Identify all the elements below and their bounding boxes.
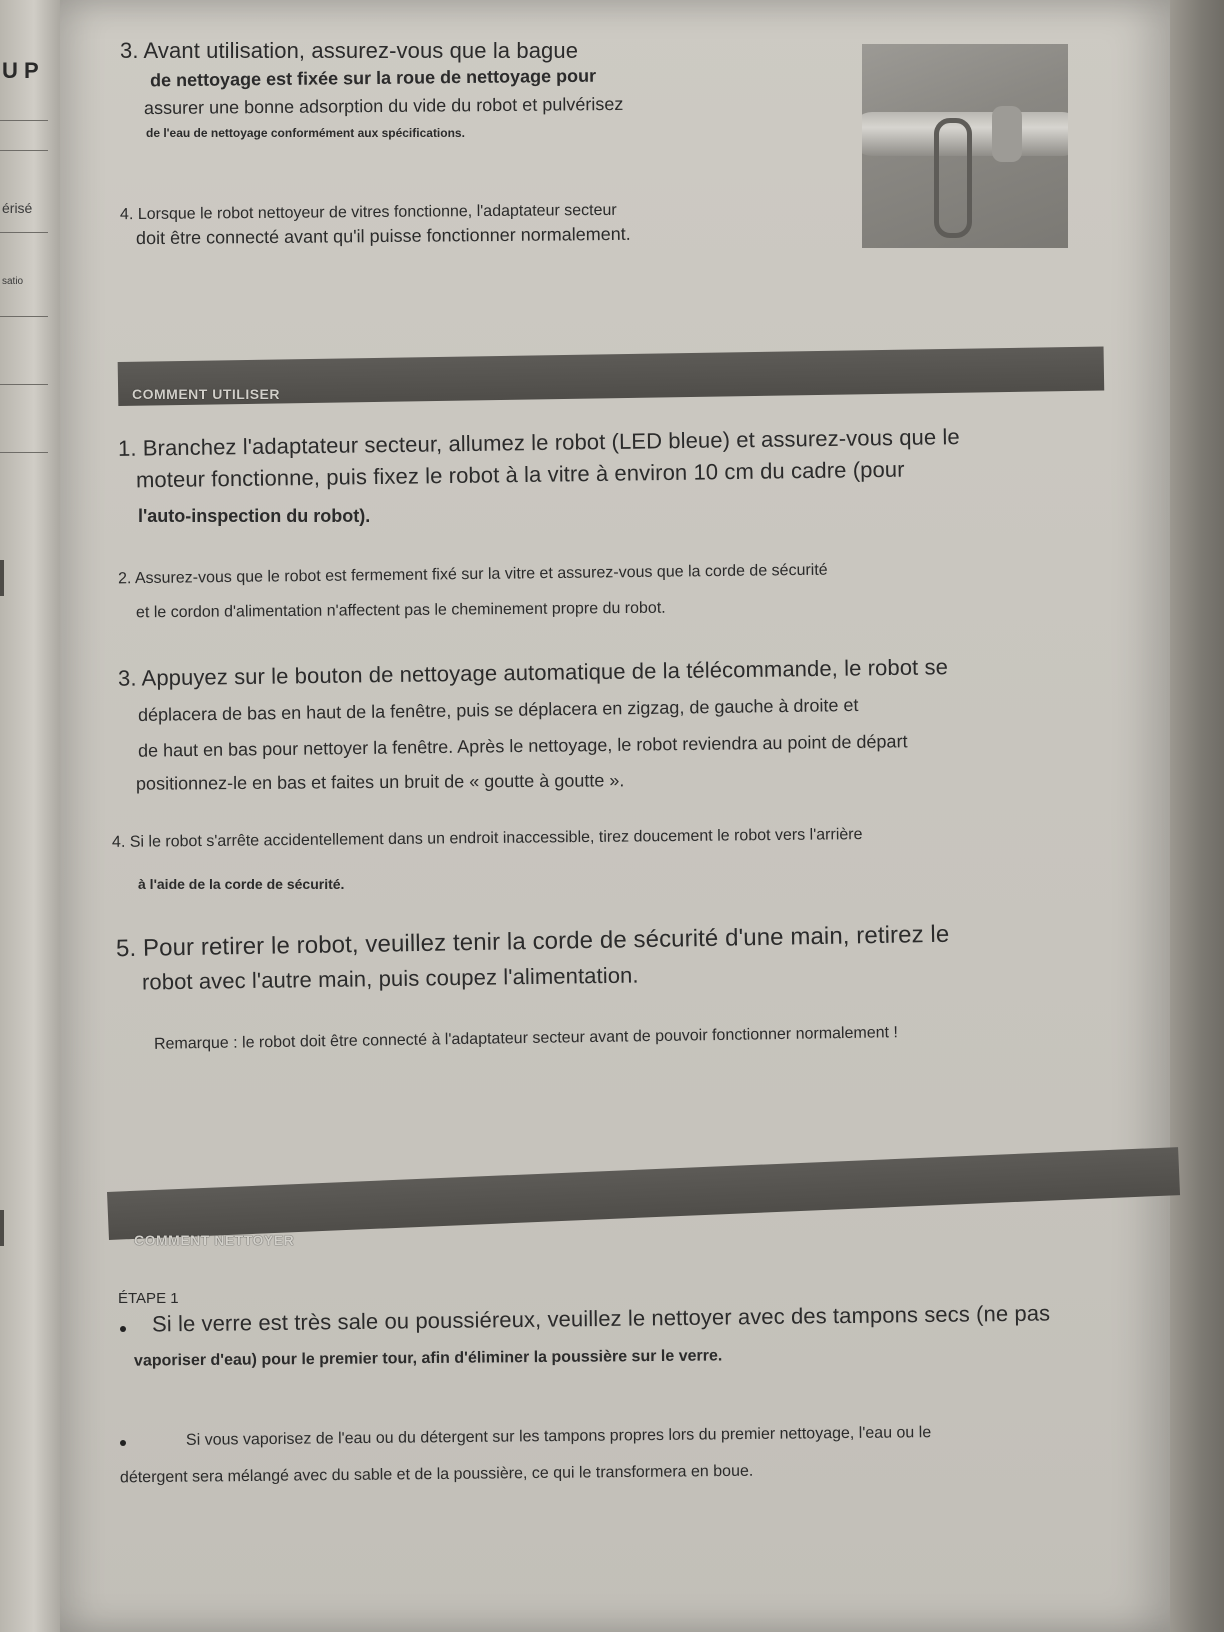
- intro-item-3-line: assurer une bonne adsorption du vide du robot et pulvérisez: [143, 93, 624, 119]
- bullet-icon: [120, 1326, 126, 1332]
- cleaning-bullet-1-line: vaporiser d'eau) pour le premier tour, afin d'éliminer la poussière sur le verre.: [133, 1347, 723, 1370]
- previous-page-fragment: satio: [2, 276, 24, 287]
- intro-item-3-line: de l'eau de nettoyage conformément aux spécifications.: [146, 126, 465, 140]
- usage-step-4-line: à l'aide de la corde de sécurité.: [138, 876, 345, 892]
- usage-step-3-line: positionnez-le en bas et faites un bruit de « goutte à goutte ».: [135, 770, 625, 794]
- section-heading-how-to-use: COMMENT UTILISER: [132, 386, 280, 402]
- previous-page-edge: [0, 0, 62, 1632]
- previous-page-fragment: U P: [2, 58, 39, 83]
- cleaning-bullet-1-line: Si le verre est très sale ou poussiéreux, veuillez le nettoyer avec des tampons secs (ne pas: [151, 1300, 1051, 1337]
- usage-step-5-line: 5. Pour retirer le robot, veuillez tenir la corde de sécurité d'une main, retirez le: [115, 920, 950, 963]
- usage-step-3-line: de haut en bas pour nettoyer la fenêtre. Après le nettoyage, le robot reviendra au point de départ: [137, 731, 908, 761]
- page-shadow-edge: [1168, 0, 1224, 1632]
- divider: [0, 1210, 4, 1246]
- cleaning-ring-photo: [862, 44, 1068, 248]
- usage-step-1-line: 1. Branchez l'adaptateur secteur, allumez le robot (LED bleue) et assurez-vous que le: [117, 424, 960, 461]
- previous-page-fragment: érisé: [2, 200, 33, 216]
- cleaning-ring: [934, 118, 972, 238]
- intro-item-4-line: 4. Lorsque le robot nettoyeur de vitres fonctionne, l'adaptateur secteur: [119, 201, 617, 224]
- divider: [0, 560, 4, 596]
- cleaning-bullet-2-line: détergent sera mélangé avec du sable et de la poussière, ce qui le transformera en boue.: [119, 1462, 754, 1487]
- divider: [0, 150, 48, 151]
- wheel-hub: [992, 106, 1022, 162]
- usage-step-1-line: moteur fonctionne, puis fixez le robot à la vitre à environ 10 cm du cadre (pour: [135, 456, 905, 493]
- usage-step-3-line: 3. Appuyez sur le bouton de nettoyage automatique de la télécommande, le robot se: [117, 654, 949, 691]
- usage-step-3-line: déplacera de bas en haut de la fenêtre, puis se déplacera en zigzag, de gauche à droite et: [137, 694, 859, 726]
- step-label: ÉTAPE 1: [118, 1290, 179, 1307]
- section-heading-how-to-clean: COMMENT NETTOYER: [134, 1232, 295, 1248]
- usage-step-2-line: et le cordon d'alimentation n'affectent pas le cheminement propre du robot.: [135, 599, 666, 622]
- usage-step-1-line: l'auto-inspection du robot).: [138, 506, 371, 526]
- usage-note: Remarque : le robot doit être connecté à l'adaptateur secteur avant de pouvoir fonctionner normalement !: [153, 1024, 899, 1053]
- intro-item-4-line: doit être connecté avant qu'il puisse fonctionner normalement.: [135, 223, 631, 249]
- usage-step-4-line: 4. Si le robot s'arrête accidentellement dans un endroit inaccessible, tirez doucement le robot vers l'arrière: [111, 826, 863, 851]
- bullet-icon: [120, 1440, 126, 1446]
- intro-item-3-line: 3. Avant utilisation, assurez-vous que la bague: [120, 38, 579, 63]
- usage-step-5-line: robot avec l'autre main, puis coupez l'alimentation.: [141, 962, 639, 995]
- divider: [0, 232, 48, 233]
- intro-item-3-line: de nettoyage est fixée sur la roue de nettoyage pour: [149, 65, 597, 91]
- usage-step-2-line: 2. Assurez-vous que le robot est fermement fixé sur la vitre et assurez-vous que la corde de sécurité: [117, 561, 828, 588]
- cleaning-bullet-2-line: Si vous vaporisez de l'eau ou du détergent sur les tampons propres lors du premier nettoyage, l'eau ou le: [185, 1424, 932, 1449]
- divider: [0, 120, 48, 121]
- divider: [0, 452, 48, 453]
- divider: [0, 316, 48, 317]
- divider: [0, 384, 48, 385]
